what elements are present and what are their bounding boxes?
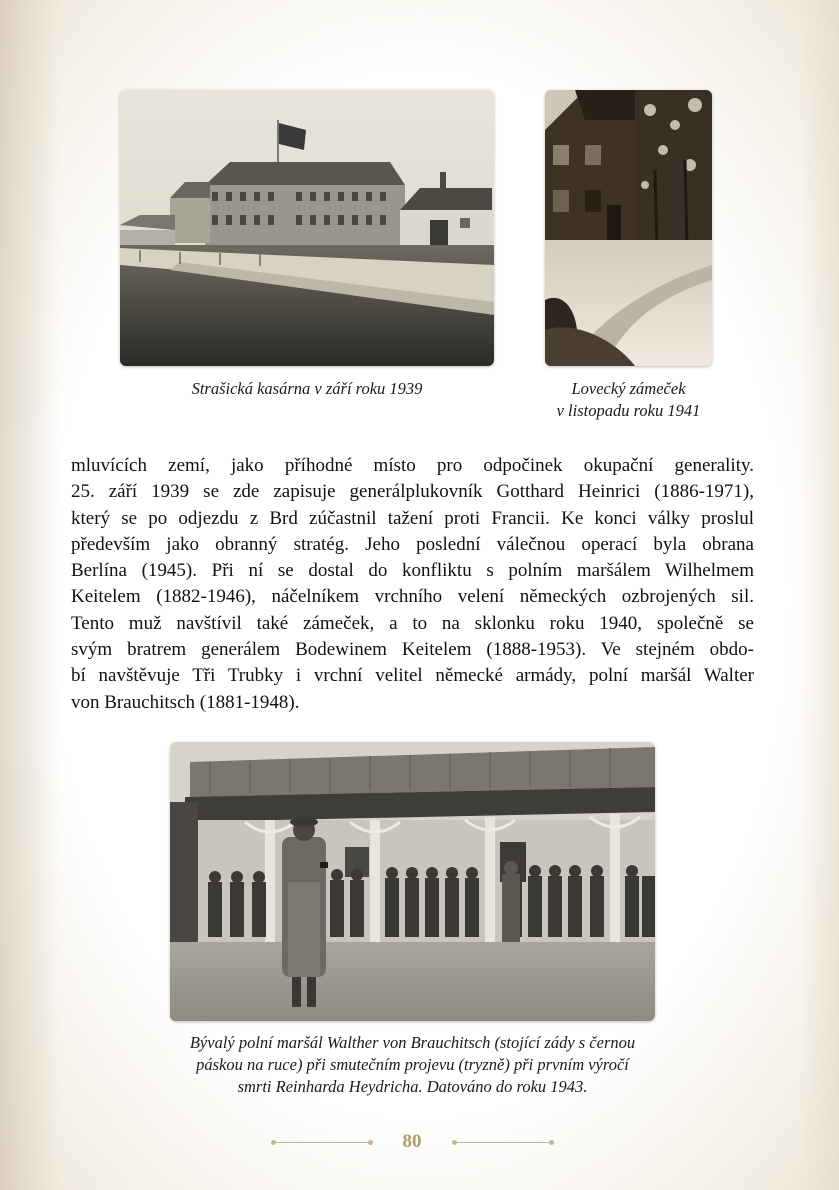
text-line: Berlína (1945). Při ní se dostal do konfliktu s polním maršálem Wilhelmem xyxy=(71,560,754,582)
text-line: především jako obranný stratég. Jeho poslední válečnou operací byla obrana xyxy=(71,533,754,555)
footer-ornament-right xyxy=(454,1142,552,1143)
text-line: 25. září 1939 se zde zapisuje generálplukovník Gotthard Heinrici (1886-1971), xyxy=(71,481,754,503)
text-line: Keitelem (1882-1946), náčelníkem vrchního velení německých ozbrojených sil. xyxy=(71,586,754,608)
barracks-photo xyxy=(120,90,494,366)
lodge-caption-line: v listopadu roku 1941 xyxy=(556,401,701,420)
parade-caption-line: Bývalý polní maršál Walther von Brauchitsch (stojící zády s černou xyxy=(189,1033,636,1052)
parade-photo xyxy=(170,742,655,1021)
barracks-photo-caption xyxy=(120,378,494,400)
barracks-photo-image xyxy=(120,90,494,366)
page-footer xyxy=(0,1131,839,1155)
page-number: 80 xyxy=(402,1131,422,1152)
parade-photo-image xyxy=(170,742,655,1021)
hunting-lodge-photo-image xyxy=(545,90,712,366)
body-paragraph xyxy=(71,453,754,716)
hunting-lodge-photo xyxy=(545,90,712,366)
text-line: který se po odjezdu z Brd zúčastnil tažení proti Francii. Ke konci války proslul xyxy=(71,507,754,529)
footer-ornament-left xyxy=(273,1142,371,1143)
lodge-caption-line: Lovecký zámeček xyxy=(571,379,686,398)
text-line: von Brauchitsch (1881-1948). xyxy=(71,691,300,713)
parade-photo-caption xyxy=(120,1032,705,1098)
text-line: bí navštěvuje Tři Trubky i vrchní velitel německé armády, polní maršál Walter xyxy=(71,665,754,687)
barracks-caption-text: Strašická kasárna v září roku 1939 xyxy=(191,379,423,398)
hunting-lodge-photo-caption xyxy=(520,378,737,422)
text-line: Tento muž navštívil také zámeček, a to na sklonku roku 1940, společně se xyxy=(71,612,754,634)
text-line: svým bratrem generálem Bodewinem Keitelem (1888-1953). Ve stejném obdo- xyxy=(71,639,754,661)
text-line: mluvících zemí, jako příhodné místo pro odpočinek okupační generality. xyxy=(71,455,754,476)
parade-caption-line: smrti Reinharda Heydricha. Datováno do roku 1943. xyxy=(237,1077,588,1096)
parade-caption-line: páskou na ruce) při smutečním projevu (tryzně) při prvním výročí xyxy=(196,1055,629,1074)
